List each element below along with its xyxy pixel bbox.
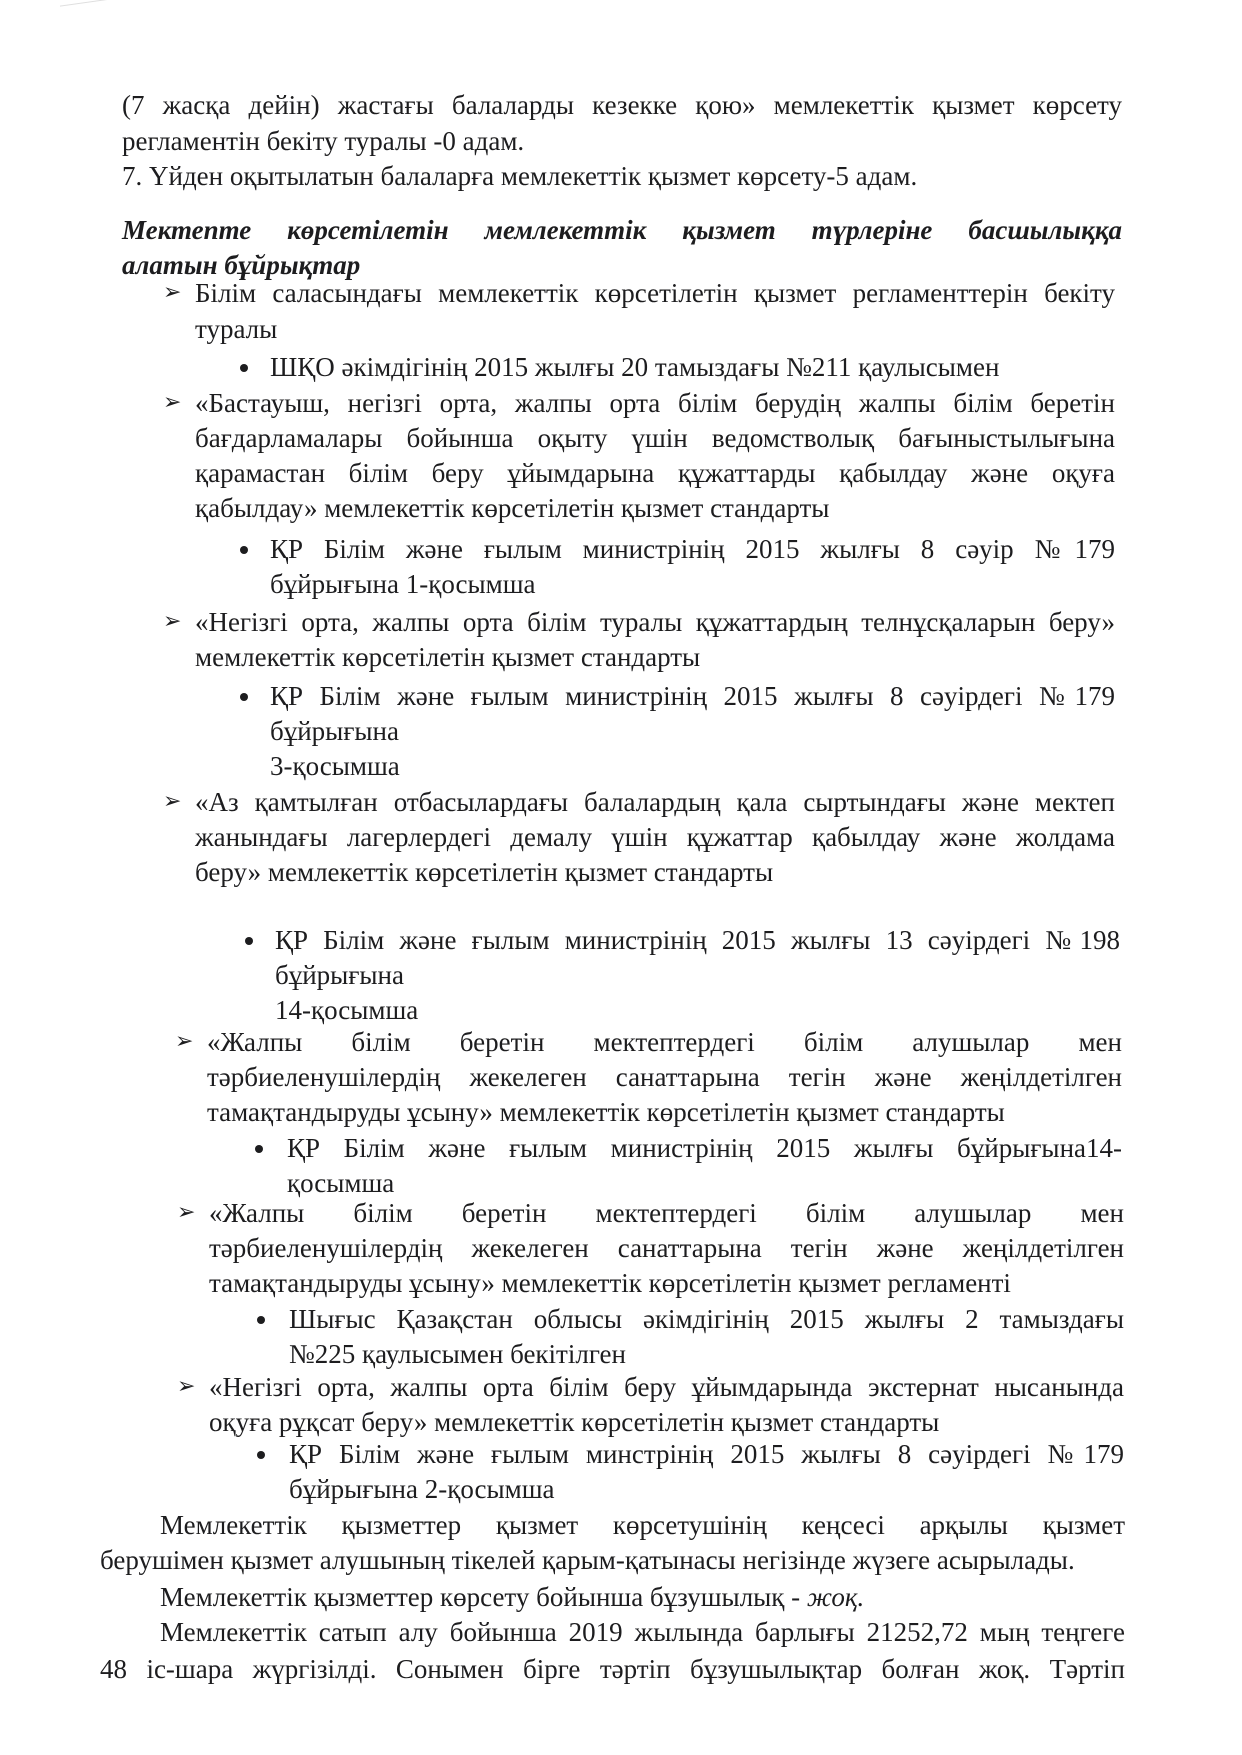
list-item-text: жанындағы лагерлердегі демалу үшін құжаттар қабылдау және жолдама — [195, 822, 1115, 852]
sub-item-text: бұйрығына — [270, 716, 399, 746]
sub-item-text: ҚР Білім және ғылым министрінің 2015 жылғы 8 сәуір №179 — [270, 534, 1115, 564]
sub-item-text: ШҚО әкімдігінің 2015 жылғы 20 тамыздағы №211 қаулысымен — [270, 352, 1000, 382]
sub-item-text: Шығыс Қазақстан облысы әкімдігінің 2015 жылғы 2 тамыздағы — [289, 1304, 1124, 1334]
list-item-text: бағдарламалары бойынша оқыту үшін ведомстволық бағыныстылығына — [195, 423, 1115, 453]
sub-item-text: ҚР Білім және ғылым министрінің 2015 жылғы 13 сәуірдегі №198 — [275, 925, 1120, 955]
bullet-icon — [255, 1145, 263, 1153]
list-item-text: «Негізгі орта, жалпы орта білім туралы құжаттардың телнұсқаларын беру» — [195, 607, 1115, 637]
bullet-icon — [245, 937, 253, 945]
text-line: 7. Үйден оқытылатын балаларға мемлекеттік қызмет көрсету-5 адам. — [122, 161, 918, 191]
bullet-icon — [240, 546, 248, 554]
paragraph-line: 48 іс-шара жүргізілді. Сонымен бірге тәртіп бұзушылықтар болған жоқ. Тәртіп — [100, 1654, 1125, 1684]
paragraph-line: Мемлекеттік қызметтер қызмет көрсетушінің кеңсесі арқылы қызмет — [160, 1510, 1125, 1540]
list-item-text: беру» мемлекеттік көрсетілетін қызмет стандарты — [195, 857, 774, 887]
handwritten-answer: жоқ. — [806, 1582, 865, 1612]
sub-item-text: бұйрығына — [275, 960, 404, 990]
section-heading: алатын бұйрықтар — [122, 250, 361, 280]
list-item-text: оқуға рұқсат беру» мемлекеттік көрсетілетін қызмет стандарты — [209, 1407, 940, 1437]
sub-item-text: бұйрығына 2-қосымша — [289, 1474, 555, 1504]
sub-item-text: қосымша — [287, 1168, 395, 1198]
arrow-bullet-icon: ➢ — [163, 789, 182, 814]
text-line: регламентін бекіту туралы -0 адам. — [122, 126, 525, 156]
sub-item-text: ҚР Білім және ғылым министрінің 2015 жылғы 8 сәуірдегі №179 — [270, 681, 1115, 711]
list-item-text: қабылдау» мемлекеттік көрсетілетін қызмет стандарты — [195, 493, 830, 523]
list-item-text: тәрбиеленушілердің жекелеген санаттарына тегін және жеңілдетілген — [207, 1062, 1122, 1092]
list-item-text: тамақтандыруды ұсыну» мемлекеттік көрсетілетін қызмет регламенті — [209, 1268, 1011, 1298]
arrow-bullet-icon: ➢ — [177, 1200, 196, 1225]
bullet-icon — [257, 1451, 265, 1459]
sub-item-text: ҚР Білім және ғылым министрінің 2015 жылғы бұйрығына14- — [287, 1133, 1122, 1163]
violations-text: Мемлекеттік қызметтер көрсету бойынша бұзушылық - — [160, 1582, 807, 1612]
bullet-icon — [240, 693, 248, 701]
paragraph-line — [160, 1580, 864, 1614]
list-item-text: тәрбиеленушілердің жекелеген санаттарына тегін және жеңілдетілген — [209, 1233, 1124, 1263]
sub-item-text: бұйрығына 1-қосымша — [270, 569, 536, 599]
section-heading: Мектепте көрсетілетін мемлекеттік қызмет түрлеріне басшылыққа — [122, 215, 1122, 245]
paragraph-line: берушімен қызмет алушының тікелей қарым-қатынасы негізінде жүзеге асырылады. — [100, 1545, 1075, 1575]
arrow-bullet-icon: ➢ — [175, 1029, 194, 1054]
sub-item-text: ҚР Білім және ғылым минстрінің 2015 жылғы 8 сәуірдегі №179 — [289, 1439, 1124, 1469]
sub-item-text: №225 қаулысымен бекітілген — [289, 1339, 626, 1369]
sub-item-text: 14-қосымша — [275, 995, 419, 1025]
list-item-text: «Жалпы білім беретін мектептердегі білім алушылар мен — [209, 1198, 1124, 1228]
bullet-icon — [257, 1316, 265, 1324]
list-item-text: «Бастауыш, негізгі орта, жалпы орта білім берудің жалпы білім беретін — [195, 388, 1115, 418]
list-item-text: қарамастан білім беру ұйымдарына құжаттарды қабылдау және оқуға — [195, 458, 1115, 488]
list-item-text: тамақтандыруды ұсыну» мемлекеттік көрсетілетін қызмет стандарты — [207, 1097, 1005, 1127]
arrow-bullet-icon: ➢ — [163, 390, 182, 415]
list-item-text: Білім саласындағы мемлекеттік көрсетілетін қызмет регламенттерін бекіту — [195, 278, 1115, 308]
list-item-text: «Негізгі орта, жалпы орта білім беру ұйымдарында экстернат нысанында — [209, 1372, 1124, 1402]
list-item-text: «Аз қамтылған отбасылардағы балалардың қала сыртындағы және мектеп — [195, 787, 1115, 817]
bullet-icon — [240, 364, 248, 372]
scan-corner-mark — [60, 0, 140, 77]
list-item-text: туралы — [195, 314, 278, 344]
arrow-bullet-icon: ➢ — [163, 280, 182, 305]
list-item-text: «Жалпы білім беретін мектептердегі білім алушылар мен — [207, 1027, 1122, 1057]
text-line: (7 жасқа дейін) жастағы балаларды кезекке қою» мемлекеттік қызмет көрсету — [122, 90, 1122, 120]
arrow-bullet-icon: ➢ — [163, 609, 182, 634]
paragraph-line: Мемлекеттік сатып алу бойынша 2019 жылында барлығы 21252,72 мың теңгеге — [160, 1617, 1125, 1647]
arrow-bullet-icon: ➢ — [177, 1374, 196, 1399]
sub-item-text: 3-қосымша — [270, 751, 400, 781]
list-item-text: мемлекеттік көрсетілетін қызмет стандарты — [195, 642, 701, 672]
